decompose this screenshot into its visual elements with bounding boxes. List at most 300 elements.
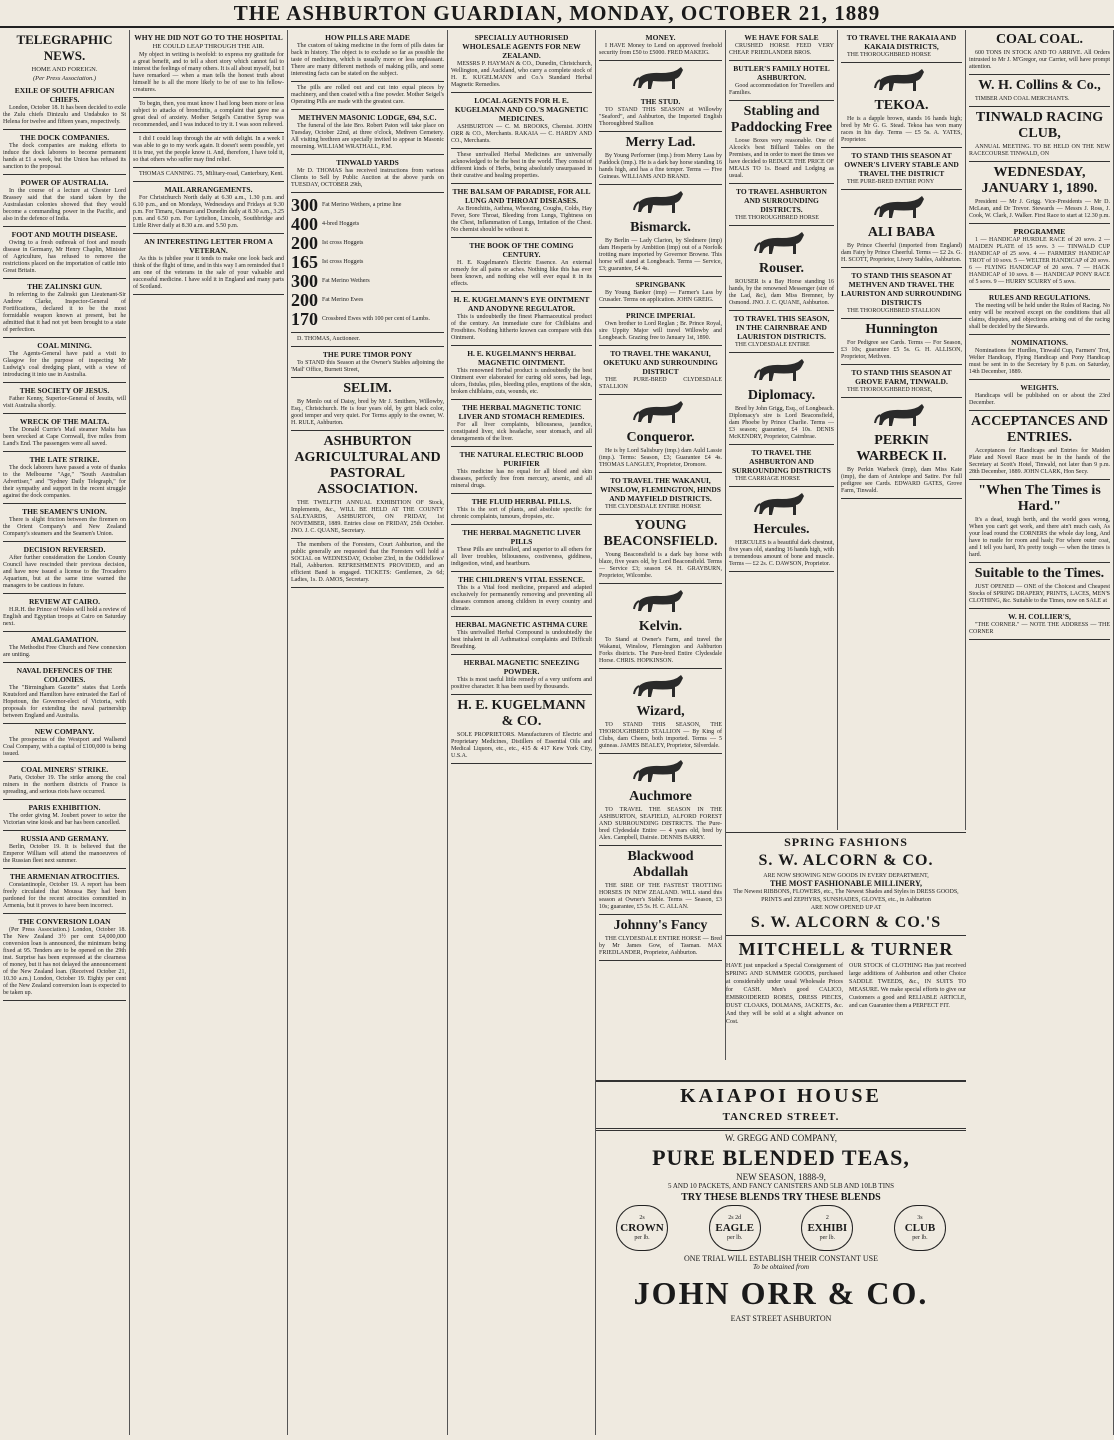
col6-item-body: CRUSHED HORSE FEED VERY CHEAP. FRIEDLANDER BROS. [729, 43, 834, 56]
medicine-item-heading: H. E. KUGELMANN'S HERBAL MAGNETIC OINTMENT. [467, 349, 576, 367]
divider [133, 97, 284, 98]
horse-illustration [631, 672, 691, 702]
col7-item-heading: PROGRAMME [1013, 227, 1066, 236]
divider [599, 184, 722, 185]
news-item-heading: EXILE OF SOUTH AFRICAN CHIEFS. [14, 86, 115, 104]
divider [3, 174, 126, 175]
news-item-body: The Donald Currie's Mail steamer Malta has been wrecked at Cape Cornwall, five miles from Land's End. The passengers were all saved. [3, 427, 126, 447]
sheep-lot [291, 272, 444, 291]
col7-item-heading: NOMINATIONS. [1011, 338, 1068, 347]
col7-item-heading: TINWALD RACING CLUB, [975, 110, 1104, 141]
col3-item-body: To STAND this Season at the Owner's Stables adjoining the 'Mail' Office, Burnett Street, [291, 360, 444, 373]
col2-item-body: My object in writing is twofold: to express my gratitude for a great benefit, and to tell a short story which cannot fail to interest the feelings of many others. It is all about myself, but I have remarked — when a man tells the honest truth about himself he is all the more likely to be of use to his fellow-creatures. [133, 52, 284, 93]
col7-item-body: JUST OPENED — ONE of the Choicest and Cheapest Stocks of SPRING DRAPERY, PRINTS, LACES, MEN'S CLOTHING, &c. Suitable to the Times, now on SALE at [969, 584, 1110, 604]
telegraphic-news-items [3, 86, 126, 1001]
medicine-item-body: As Bronchitis, Asthma, Wheezing, Coughs, Colds, Hay Fever, Sore Throat, Bleeding from Lungs, Tightness on the Chest, Inflammation of Lungs, Irritation of the Chest. No chemist should be without it. [451, 206, 592, 233]
col3-item-heading: HOW PILLS ARE MADE [325, 33, 410, 42]
divider [599, 394, 722, 395]
kaiapoi-packets: 5 AND 10 PACKETS, AND FANCY CANISTERS AND 5LB AND 10LB TINS [668, 1182, 894, 1190]
stud-item-heading: Bismarck. [630, 220, 691, 235]
spring-line-4: ARE NOW OPENED UP AT [810, 905, 882, 911]
divider [3, 868, 126, 869]
mitchell-right-text: OUR STOCK of CLOTHING Has just received large additions of Ashburton and other Choice SADDLE TWEEDS, &c., IN SUITS TO MEASURE. We make special efforts to give our Customers a good and RELIABLE ARTICLE, and can Guarantee them a PERFECT FIT. [849, 963, 966, 1009]
stud-item-heading: TO TRAVEL THE WAKANUI, OKETUKU AND SURROUNDING DISTRICT [603, 349, 718, 376]
divider [291, 81, 444, 82]
divider [969, 223, 1110, 224]
medicine-item-heading: H. E. KUGELMANN'S EYE OINTMENT AND ANODYNE REGULATOR. [453, 295, 590, 313]
col7-item-body: "THE CORNER." — NOTE THE ADDRESS — THE CORNER [969, 622, 1110, 635]
kaiapoi-house-ad [596, 1080, 966, 1437]
medicine-item-body: These Pills are unrivalled, and superior to all others for all liver troubles, biliousness, costiveness, giddiness, indigestion, wind, and heartburn. [451, 547, 592, 567]
news-item-heading: THE DOCK COMPANIES. [19, 133, 110, 142]
col2-item-body: For Christchurch North daily at 6.30 a.m., 1.30 p.m. and 6.10 p.m., and on Mondays, Wednesdays and Fridays at 9.30 p.m. For Timaru, Oamaru and Dunedin daily at 8.30 a.m., 3.25 p.m. and 6.50 p.m. For Lyttelton, Lincoln, Southbridge and Little River daily at 8.30 a.m. and 5.50 p.m. [133, 195, 284, 229]
divider [3, 761, 126, 762]
news-item-heading: REVIEW AT CAIRO. [28, 597, 101, 606]
column-coal-racing [966, 30, 1114, 1435]
john-orr-firm: JOHN ORR & CO. [633, 1275, 929, 1311]
col7-articles [969, 32, 1110, 640]
medicine-item-heading: HERBAL MAGNETIC ASTHMA CURE [455, 620, 588, 629]
col6-item-body: Bred by John Grigg, Esq., of Longbeach. Diplomacy's sire is Lord Beaconsfield, dam Phoebe by Prince Charlie. Terms — £3 season; guarantee, £4 10s. DENIS McKENDRY, Proprietor, Cairnbrae. [729, 406, 834, 440]
divider [599, 914, 722, 915]
mitchell-turner-ad [726, 935, 966, 1076]
divider [451, 399, 592, 400]
sheep-description: Ist cross Hoggets [322, 259, 364, 265]
divider [3, 723, 126, 724]
col7-item-body: 600 TONS IN STOCK AND TO ARRIVE. All Orders intrusted to Mr J. M'Gregor, our Carrier, will have prompt attention. [969, 50, 1110, 70]
divider [451, 345, 592, 346]
press-association-note: (Per Press Association.) [32, 75, 96, 82]
col3-item-heading: ASHBURTON AGRICULTURAL AND PASTORAL ASSOCIATION. [294, 434, 441, 497]
divider [451, 616, 592, 617]
stud-item-heading: Conqueror. [626, 430, 695, 445]
divider [599, 960, 722, 961]
medicine-item-body: For all liver complaints, biliousness, jaundice, constipated liver, sick headache, sour stomach, and all derangements of the liver. [451, 422, 592, 442]
col2-item-body: To begin, then, you must know I had long been more or less subject to attacks of bronchitis, a complaint that gave me a great deal of anxiety. Mother Seigel's Curative Syrup was recommended, and I was induced to try it. I was soon relieved. [133, 101, 284, 128]
divider [841, 62, 962, 63]
col7-item-body: ANNUAL MEETING. TO BE HELD ON THE NEW RACECOURSE TINWALD, ON [969, 144, 1110, 157]
news-item-body: The dock laborers have passed a vote of thanks to the Melbourne "Age," "South Australian Advertiser," and "Sydney Daily Telegraph," for their sympathy and support in the recent struggle against the dock companies. [3, 465, 126, 499]
col6b-item-heading: TO STAND THIS SEASON AT OWNER'S LIVERY STABLE AND TRAVEL THE DISTRICT [844, 151, 959, 178]
col6b-item-heading: TO TRAVEL THE RAKAIA AND KAKAIA DISTRICTS, [846, 33, 957, 51]
col3-item-body: Mr D. THOMAS has received instructions from various Clients to Sell by Public Auction at the above yards on TUESDAY, OCTOBER 29th, [291, 168, 444, 188]
news-item-heading: RUSSIA AND GERMANY. [20, 834, 109, 843]
col6-item-body: ROUSER is a Bay Horse standing 16 hands, by the renowned Messenger (sire of the Lad, &c), dam Miss Bremner, by Osmond. JNO. J. C. QUANE, Ashburton. [729, 279, 834, 306]
column-hotel-horses [726, 30, 838, 830]
tea-price: 2s 2d [728, 1215, 742, 1221]
column-medicine-testimonials [130, 30, 288, 1435]
col6b-item-heading: ALI BABA [867, 225, 936, 240]
news-item-heading: THE LATE STRIKE. [29, 455, 100, 464]
col7-item-body: TIMBER AND COAL MERCHANTS. [975, 96, 1070, 102]
divider [451, 237, 592, 238]
col7-item-body: Handicaps will be published on or about the 23rd December. [969, 393, 1110, 406]
news-item-body: Paris, October 19. The strike among the coal miners in the northern districts of France is spreading, and serious riots have occurred. [3, 775, 126, 795]
col2-articles [133, 33, 284, 295]
divider [599, 845, 722, 846]
col6-item-heading: Diplomacy. [747, 388, 816, 403]
sheep-description: Fat Merino Ewes [322, 297, 364, 303]
stud-item-body: By Berlin — Lady Clarion, by Sledmere (imp) dam Hesperis by Ambition (imp) out of a Norfolk trotting mare imported by Governor Browne. This horse will stand at Longbeach. Terms — Service, £3; guarantee, £4 4s. [599, 238, 722, 272]
col7-item-heading: Suitable to the Times. [974, 566, 1105, 581]
col6b-item-body: THE THOROUGHBRED STALLION [847, 308, 941, 314]
medicine-item-heading: THE NATURAL ELECTRIC BLOOD PURIFIER [459, 450, 584, 468]
divider [599, 60, 722, 61]
news-item-body: Father Kenny, Superior-General of Jesuits, will visit Australia shortly. [3, 396, 126, 409]
stud-item-heading: TO TRAVEL THE WAKANUI, WINSLOW, FLEMINGTON, HINDS AND MAYFIELD DISTRICTS. [600, 476, 721, 503]
news-item-heading: DECISION REVERSED. [23, 545, 106, 554]
divider [969, 479, 1110, 480]
news-item-body: Constantinople, October 19. A report has been freely circulated that Moussa Bey had been pardoned for the recent atrocities committed in Armenia, but it proves to have been incorrect. [3, 882, 126, 909]
stud-item-heading: Auchmore [629, 789, 692, 804]
tea-name: EXHIBI [807, 1222, 848, 1234]
divider [291, 430, 444, 431]
medicine-item-body: ASHBURTON — C. M. BROOKS, Chemist. JOHN ORR & CO., Merchants. RAKAIA — C. HARDY AND CO., Merchants. [451, 124, 592, 144]
col2-item-body: As this is jubilee year it tends to make one look back and think of the flight of time, and in this way I am reminded that I am one of the veterans in the sale of your valuable and successful medicine. I have sold it in England and many parts of Scotland. [133, 256, 284, 290]
col3-articles [291, 33, 444, 588]
stud-item-body: THE CLYDESDALE ENTIRE HORSE — Bred by Mr James Gow, of Tasman. MAX FRIEDLANDER, Proprietor, Ashburton. [599, 936, 722, 956]
sheep-lot [291, 291, 444, 310]
tea-unit: per lb. [819, 1235, 835, 1241]
divider [729, 444, 834, 445]
tea-blends-row [596, 1205, 966, 1251]
medicine-item-body: SOLE PROPRIETORS. Manufacturers of Electric and Proprietary Medicines, Distillers of Essential Oils and Medical Liquors, etc., etc., 415 & 417 Kew York City, U.S.A. [451, 732, 592, 759]
medicine-item-heading: THE HERBAL MAGNETIC LIVER PILLS [462, 528, 581, 546]
divider [599, 472, 722, 473]
col6b-item-heading: Hunnington [865, 322, 938, 337]
divider [599, 583, 722, 584]
sheep-description: Crossbred Ewes with 100 per cent of Lambs. [322, 316, 430, 322]
divider [3, 913, 126, 914]
divider [451, 148, 592, 149]
stud-item-body: By Young Performer (imp.) from Merry Lass by Paddock (imp.). He is a dark bay horse standing 16 hands high, and has a fine temper. Terms — Five Guineas. WILLIAMS AND BRAND. [599, 153, 722, 180]
divider [841, 267, 962, 268]
col6-item-heading: Rouser. [759, 261, 804, 276]
horse-illustration [752, 229, 812, 259]
divider [3, 593, 126, 594]
news-item-body: (Per Press Association.) London, October 18. The New Zealand 3½ per cent £4,000,000 conversion loan is announced, the minimum being fixed at 95. Tenders are to be opened on the 29th inst. Surprise has been expressed at the clearness of money, but it has not delayed the announcement of the New Zealand loan. (Received October 21, 10.30 a.m.) London, October 19. Eighty per cent of the New Zealand conversion loan is expected to be taken up. [3, 927, 126, 996]
divider [3, 799, 126, 800]
divider [291, 538, 444, 539]
divider [133, 294, 284, 295]
news-item-body: The "Birmingham Gazette" states that Lords Knutsford and Hamilton have entrusted the Earl of Hopetoun, the Governor-elect of Victoria, with proposals for extending the naval partnership between England and Australia. [3, 685, 126, 719]
news-item-heading: THE SOCIETY OF JESUS. [19, 386, 110, 395]
news-item-body: The prospectus of the Westport and Wallsend Coal Company, with a capital of £100,000 is being issued. [3, 737, 126, 757]
col2-item-heading: AN INTERESTING LETTER FROM A VETERAN. [144, 237, 273, 255]
col6-item-heading: Hercules. [753, 522, 810, 537]
horse-illustration [872, 193, 932, 223]
divider [133, 181, 284, 182]
news-item-body: After further consideration the London County Council have rescinded their previous decision, and have now issued a license to the Trocadero Aquarium, but at the same time warned the managers to be cautious in future. [3, 555, 126, 589]
news-item-body: The order giving M. Joubert power to seize the Victorian wine kiosk and bar has been cancelled. [3, 813, 126, 826]
col3-item-heading: THE PURE TIMOR PONY [322, 350, 413, 359]
stud-item-body: TO STAND THIS SEASON at Willowby "Seaford", and Ashburton, the Imported English Thoroughbred Stallion [599, 107, 722, 127]
masthead-title: THE ASHBURTON GUARDIAN, MONDAY, OCTOBER 21, 1889 [233, 1, 881, 25]
col6b-item-body: He is a dapple brown, stands 16 hands high; bred by Mr G. G. Stead. Tekoa has won many races in his day. Terms — £5 5s. A. YATES, Proprietor. [841, 116, 962, 143]
divider [451, 571, 592, 572]
divider [451, 524, 592, 525]
tea-unit: per lb. [912, 1235, 928, 1241]
sheep-lot [291, 253, 444, 272]
medicine-item-body: These unrivalled Herbal Medicines are universally acknowledged to be the best in the world. They consist of different kinds of Herbs, being absolutely unsurpassed in their curative and healing properties. [451, 152, 592, 179]
stud-item-heading: Johnny's Fancy [613, 918, 708, 933]
divider [969, 562, 1110, 563]
divider [969, 74, 1110, 75]
col3-item-body: THE TWELFTH ANNUAL EXHIBITION OF Stock, Implements, &c., WILL BE HELD AT THE COUNTY SALEYARDS, ASHBURTON, ON FRIDAY, 1st NOVEMBER, 1889. Entries close on FRIDAY, 25th October. JNO. J. C. QUANE, Secretary. [291, 500, 444, 534]
news-item-heading: COAL MINERS' STRIKE. [20, 765, 109, 774]
stud-item-body: I HAVE Money to Lend on approved freehold security from £50 to £5000. FRED MAKEIG. [599, 43, 722, 56]
alcorn-firm-name: S. W. ALCORN & CO. [758, 852, 934, 869]
masthead [0, 0, 1114, 28]
stud-item-heading: MONEY. [645, 33, 676, 42]
column-stud-horses [596, 30, 726, 1060]
divider [291, 109, 444, 110]
news-item-heading: WRECK OF THE MALTA. [19, 417, 110, 426]
medicine-item-body: This is a Vital food medicine, prepared and adapted exclusively for permanently removing and preventing all diseases common among children in every country and climate. [451, 585, 592, 612]
col3-item-body: The funeral of the late Bro. Robert Paton will take place on Tuesday, October 22nd, at three o'clock, Methven Cemetery. All visiting brethren are specially invited to appear in Masonic mourning. WILLIAM WRATHALL, P.M. [291, 123, 444, 150]
mitchell-left-text: HAVE just unpacked a Special Consignment of SPRING AND SUMMER GOODS, purchased at considerably under usual Wholesale Prices for CASH. Men's good CALICO, EMBROIDERED ROBES, DRESS PIECES, DUST CLOAKS, DOLMANS, JACKETS, &c. And they will be sold at a slight advance on Cost. [726, 963, 843, 1025]
news-item-heading: POWER OF AUSTRALIA. [20, 178, 109, 187]
col3-item-heading: TINWALD YARDS [336, 158, 399, 167]
divider [841, 397, 962, 398]
medicine-item-body: This is undoubtedly the finest Pharmaceutical product of the century. An immediate cure for Chilblains and Frostbites. Nothing hitherto known can compare with this Ointment. [451, 314, 592, 341]
medicine-item-heading: THE HERBAL MAGNETIC TONIC LIVER AND STOMACH REMEDIES. [458, 403, 585, 421]
stud-item-body: THE CLYDESDALE ENTIRE HORSE [605, 504, 701, 510]
horse-illustration [631, 398, 691, 428]
col3-item-body: The custom of taking medicine in the form of pills dates far back in history. The object is to exclude so far as possible the taste of medicines, which is usually more or less unpleasant. There are many different methods of making pills, and some interesting facts can be stated on the subject. [291, 43, 444, 77]
divider [3, 382, 126, 383]
spring-fashions-title: SPRING FASHIONS [784, 835, 908, 849]
col3-item-body: D. THOMAS, Auctioneer. [297, 336, 361, 342]
divider [3, 541, 126, 542]
kaiapoi-try: TRY THESE BLENDS TRY THESE BLENDS [681, 1192, 881, 1203]
horse-illustration [631, 64, 691, 94]
stud-item-body: THE SIRE OF THE FASTEST TROTTING HORSES IN NEW ZEALAND. WILL stand this season at Owner's Stable. Terms — Season, £3 10s; guarantee, £5 5s. H. C. ALLAN. [599, 883, 722, 910]
col7-item-heading: WEDNESDAY, JANUARY 1, 1890. [981, 165, 1098, 196]
col7-item-body: 1 — HANDICAP HURDLE RACE of 20 sovs. 2 — MAIDEN PLATE of 15 sovs. 3 — TINWALD CUP HANDICAP of 25 sovs. 4 — FARMERS' HANDICAP TROT of 10 sovs. 5 — WELTER HANDICAP of 20 sovs. 6 — FLYING HANDICAP of 20 sovs. 7 — HACK HANDICAP of 10 sovs. 8 — HANDICAP PONY RACE of 5 sovs. 9 — HURRY SCURRY of 5 sovs. [969, 237, 1110, 285]
stud-item-body: THE PURE-BRED CLYDESDALE STALLION [599, 377, 722, 390]
sheep-count: 165 [291, 252, 318, 272]
medicine-item-heading: THE BOOK OF THE COMING CENTURY. [469, 241, 574, 259]
col7-item-heading: W. H. Collins & Co., [978, 78, 1101, 93]
mitchell-turner-title: MITCHELL & TURNER [738, 939, 954, 959]
stud-item-body: TO STAND THIS SEASON, THE THOROUGHBRED STALLION — By King of Clubs, dam Cheers, both imported. Terms — 5 guineas. JAMES BEALEY, Proprietor, Silverdale. [599, 722, 722, 749]
news-item-heading: NAVAL DEFENCES OF THE COLONIES. [16, 666, 113, 684]
divider [599, 345, 722, 346]
col6-item-body: Loose Boxes very reasonable. One of Alcock's best Billiard Tables on the Premises, and in order to meet the times we have decided to REDUCE THE PRICE OF MEALS TO 1s. Board and Lodging as usual. [729, 138, 834, 179]
medicine-item-body: This unrivalled Herbal Compound is undoubtedly the best inhalent in all Asthmatical complaints and Difficult Breathing. [451, 630, 592, 650]
col6-item-heading: TO TRAVEL THIS SEASON, IN THE CAIRNBRAE AND LAURISTON DISTRICTS. [733, 314, 830, 341]
news-item-body: London, October 18. It has been decided to exile the Zulu chiefs Dinizulu and Undabuko to St Helena for twelve and fifteen years, respectively. [3, 105, 126, 125]
divider [291, 192, 444, 193]
divider [3, 830, 126, 831]
medicine-item-body: This is the sort of plants, and absolute specific for chronic complaints, tumours, dropsies, etc. [451, 507, 592, 520]
sheep-lot [291, 234, 444, 253]
divider [451, 694, 592, 695]
divider [841, 318, 962, 319]
tea-name: EAGLE [715, 1222, 754, 1234]
kaiapoi-company: W. GREGG AND COMPANY, [725, 1133, 837, 1143]
stud-item-heading: THE STUD. [640, 97, 681, 106]
col6b-item-heading: TO STAND THIS SEASON AT METHVEN AND TRAVEL THE LAURISTON AND SURROUNDING DISTRICTS [841, 271, 962, 307]
kaiapoi-teas: PURE BLENDED TEAS, [652, 1145, 910, 1170]
divider [3, 337, 126, 338]
col6-item-body: THE CARRIAGE HORSE [735, 476, 801, 482]
divider [291, 377, 444, 378]
news-item-heading: PARIS EXHIBITION. [28, 803, 101, 812]
col7-item-heading: ACCEPTANCES AND ENTRIES. [970, 414, 1109, 445]
col7-item-heading: W. H. COLLIER'S, [1008, 612, 1071, 621]
sheep-count: 200 [291, 290, 318, 310]
news-item-heading: THE SEAMEN'S UNION. [22, 507, 107, 516]
divider [3, 662, 126, 663]
medicine-item-body: H. E. Kugelmann's Electric Essence. An external remedy for all pains or aches. Nothing like this has ever been known, and nothing else will ever equal it in its effects. [451, 260, 592, 287]
col7-item-body: It's a dead, tough berth, and the world goes wrong, When you can't get work, and there ain't much cash, As your load round the CORNERS the whole day long, And have to rustle for room and hash; For where outer coat, and I tell you hard, It's pretty tough — when the times is hard. [969, 517, 1110, 558]
col7-item-heading: WEIGHTS. [1020, 383, 1059, 392]
sheep-lot [291, 215, 444, 234]
stud-item-heading: Wizard, [636, 704, 685, 719]
horse-illustration [631, 757, 691, 787]
col7-item-heading: COAL COAL. [995, 32, 1084, 47]
medicine-item-heading: THE BALSAM OF PARADISE, FOR ALL LUNG AND THROAT DISEASES. [452, 187, 591, 205]
spring-fashions-ad [726, 832, 966, 933]
medicine-item-heading: THE CHILDREN'S VITAL ESSENCE. [458, 575, 585, 584]
col3-item-body: The members of the Foresters, Court Ashburton, and the public generally are requested that the Foresters will hold a SOCIAL on WEDNESDAY, October 23rd, in the Oddfellows' Hall, Ashburton. REFRESHMENTS PROVIDED, and an efficient Band is engaged. TICKETS: Gentlemen, 2s 6d; Ladies, 1s. D. AMOS, Secretary. [291, 542, 444, 583]
col2-item-body: I did I could leap through the air with delight. In a week I was able to go to my work again. It doesn't seem possible, yet it is true, yet the people know it. And, therefore, I have told it, so that others who suffer may find relief. [133, 136, 284, 163]
divider [729, 225, 834, 226]
col7-item-heading: "When The Times is Hard." [978, 483, 1101, 514]
stud-item-heading: SPRINGBANK [635, 280, 686, 289]
news-item-heading: NEW COMPANY. [34, 727, 95, 736]
col3-item-heading: SELIM. [343, 381, 392, 396]
divider [291, 346, 444, 347]
divider [599, 668, 722, 669]
news-item-body: In the course of a lecture at Chester Lord Brassey said that the stand taken by the Australasian colonies showed that they would become a commanding power in the Pacific, and also in the defence of India. [3, 188, 126, 222]
news-item-body: The Agents-General have paid a visit to Glasgow for the purpose of inspecting Mr Ludwig's coal dredging plant, with a view of introducing it into use in Australia. [3, 351, 126, 378]
col7-item-body: President — Mr J. Grigg. Vice-Presidents — Mr D. McLean, and Dr Trevor. Stewards — Messrs J. Ross, J. Cook, W. Clark, J. Walker. First Race to start at 12.30 p.m. [969, 199, 1110, 219]
divider [841, 498, 962, 499]
divider [451, 92, 592, 93]
news-item-body: In referring to the Zalinski gun Lieutenant-Sir Andrew Clarke, Inspector-General of Fortifications, declared it to be the most formidable weapon known at present, but he admitted that it had not yet been brought to a state of perfection. [3, 292, 126, 333]
news-item-heading: THE CONVERSION LOAN [18, 917, 111, 926]
divider [291, 332, 444, 333]
divider [451, 763, 592, 764]
divider [729, 310, 834, 311]
tea-name: CLUB [904, 1222, 936, 1234]
medicine-item-body: This renowned Herbal product is undoubtedly the best Ointment ever elaborated for curing old sores, bad legs, ulcers, fistulas, piles, bleeding piles, eruptions of the skin, broken chilblains, cuts, wounds, etc. [451, 368, 592, 395]
col6-item-heading: BUTLER'S FAMILY HOTEL ASHBURTON. [733, 64, 830, 82]
stud-item-body: He is by Lord Salisbury (imp.) dam Auld Lassie (imp.). Terms: Season, £3; Guarantee £4 4s. THOMAS LANGLEY, Proprietor, Dromore. [599, 448, 722, 468]
kaiapoi-one-trial: ONE TRIAL WILL ESTABLISH THEIR CONSTANT USE [684, 1254, 878, 1263]
divider [969, 639, 1110, 640]
col6-item-body: THE THOROUGHBRED HORSE [735, 215, 819, 221]
horse-illustration [872, 401, 932, 431]
medicine-item-heading: HERBAL MAGNETIC SNEEZING POWDER. [463, 658, 580, 676]
divider [729, 183, 834, 184]
divider [133, 132, 284, 133]
tea-blend-badge [894, 1205, 946, 1251]
col2-item-heading: MAIL ARRANGEMENTS. [164, 185, 253, 194]
divider [599, 753, 722, 754]
divider [729, 571, 834, 572]
col7-item-body: Nominations for Hurdles, Tinwald Cup, Farmers' Trot, Welter Handicap, Flying Handicap and Pony Handicap must be sent in to the Secretary by 8 p.m. on Saturday, 14th December, 1889. [969, 348, 1110, 375]
sheep-count: 400 [291, 214, 318, 234]
divider [969, 608, 1110, 609]
col7-item-body: Acceptances for Handicaps and Entries for Maiden Plate and Novel Race must be in the hands of the Secretary at Scott's Hotel, Tinwald, not later than 9 p.m. 28th December, 1889. JOHN CLARK, Hon Secy. [969, 448, 1110, 475]
sheep-lot [291, 310, 444, 329]
column-stallions [838, 30, 966, 830]
medicine-item-body: MESSRS P. HAYMAN & CO., Dunedin, Christchurch, Wellington, and Auckland, who carry a complete stock of H. E. KUGELMANN and Co.'s Standard Herbal Magnetic Remedies. [451, 61, 592, 88]
kaiapoi-obtained: To be obtained from [752, 1263, 810, 1271]
divider [3, 1000, 126, 1001]
divider [841, 189, 962, 190]
tea-price: 2s [639, 1215, 645, 1221]
news-item-body: Owing to a fresh outbreak of foot and mouth disease in Germany, Mr Henry Chaplin, Minister of Agriculture, has refused to remove the restrictions placed on the importation of cattle into Great Britain. [3, 240, 126, 274]
tea-unit: per lb. [634, 1235, 650, 1241]
medicine-item-heading: SPECIALLY AUTHORISED WHOLESALE AGENTS FOR NEW ZEALAND. [462, 33, 581, 60]
col6-item-heading: TO TRAVEL ASHBURTON AND SURROUNDING DISTRICTS. [736, 187, 827, 214]
divider [451, 446, 592, 447]
medicine-item-body: This medicine has no equal for all blood and skin diseases, perfectly free from mercury, arsenic, and all mineral drugs. [451, 469, 592, 489]
news-item-body: Berlin, October 19. It is believed that the Emperor William will attend the manoeuvres of the Russian fleet next summer. [3, 844, 126, 864]
stud-item-heading: Blackwood Abdallah [627, 849, 694, 880]
col6b-item-body: By Prince Cheerful (imported from England) dam Fairy by Prince Cheerful. Terms — £2 2s. G. H. SCOTT, Proprietor, Livery Stables, Ashburton. [841, 243, 962, 263]
divider [969, 334, 1110, 335]
stud-item-heading: Merry Lad. [625, 135, 696, 150]
divider [599, 307, 722, 308]
col6-item-heading: TO TRAVEL THE ASHBURTON AND SURROUNDING DISTRICTS [732, 448, 831, 475]
medicine-item-body: This is most useful little remedy of a very uniform and positive character. It has been used by thousands. [451, 677, 592, 690]
divider [841, 364, 962, 365]
divider [3, 631, 126, 632]
col4-articles [451, 33, 592, 764]
news-item-body: There is slight friction between the firemen on the Orient Company's and New Zealand Company's steamers and the Seamen's Union. [3, 517, 126, 537]
stud-item-body: By Young Banker (imp) — Farmer's Lass by Crusader. Terms on application. JOHN GREIG. [599, 290, 722, 303]
divider [451, 654, 592, 655]
medicine-item-heading: THE FLUID HERBAL PILLS. [471, 497, 572, 506]
news-item-heading: FOOT AND MOUTH DISEASE. [11, 230, 118, 239]
sheep-description: Fat Merino Wethers [322, 278, 370, 284]
kaiapoi-title: KAIAPOI HOUSE [680, 1085, 882, 1107]
stud-item-body: Young Beaconsfield is a dark bay horse with blaze, five years old, by Lord Beaconsfield. Terms — Service £3; season £4. H. GRAYBURN, Proprietor, Wilcombe. [599, 552, 722, 579]
divider [291, 587, 444, 588]
tea-price: 2 [825, 1215, 829, 1221]
divider [133, 233, 284, 234]
news-item-body: H.R.H. the Prince of Wales will hold a review of English and Egyptian troops at Cairo on Saturday next. [3, 607, 126, 627]
horse-illustration [631, 587, 691, 617]
col7-item-body: The meeting will be held under the Rules of Racing. No entry will be received except on the conditions that all claims, disputes, and objections arising out of the racing shall be decided by the Stewards. [969, 303, 1110, 330]
col6b-item-heading: TEKOA. [874, 98, 929, 113]
col6b-item-body: By Perkin Warbeck (imp), dam Miss Kate (imp), the dam of Antelope and Satire. For full pedigree see Cards. EDWARD GATES, Grove Farm, Tinwald. [841, 467, 962, 494]
divider [451, 291, 592, 292]
col6-item-heading: WE HAVE FOR SALE [744, 33, 819, 42]
sheep-description: Fat Merino Wethers, a prime line [322, 202, 402, 208]
horse-illustration [872, 66, 932, 96]
divider [451, 493, 592, 494]
col3-item-body: By Menlo out of Daisy, bred by Mr J. Smithers, Willowby, Esq., Christchurch. He is four years old, by grit black color, good temper and very quiet. For Terms apply to the owner, W. H. RULE, Ashburton. [291, 399, 444, 426]
stud-item-body: Own brother to Lord Reglan ; Br. Prince Royal, sire Uppity Major will travel Willowby and Longbeach. Grazing free to January 1st, 1890. [599, 321, 722, 341]
medicine-item-heading: LOCAL AGENTS FOR H. E. KUGELMANN AND CO.'S MAGNETIC MEDICINES. [454, 96, 589, 123]
col6b-item-heading: TO STAND THIS SEASON AT GROVE FARM, TINWALD. [851, 368, 952, 386]
news-item-heading: THE ZALINSKI GUN. [27, 282, 102, 291]
tea-price: 3s [917, 1215, 923, 1221]
col6-item-heading: Stabling and Paddocking Free [730, 104, 833, 135]
stud-item-heading: Kelvin. [638, 619, 683, 634]
telegraphic-news-subtitle: HOME AND FOREIGN. [31, 66, 98, 73]
col6-item-body: THE CLYDESDALE ENTIRE [735, 342, 810, 348]
divider [969, 379, 1110, 380]
sheep-count: 170 [291, 309, 318, 329]
